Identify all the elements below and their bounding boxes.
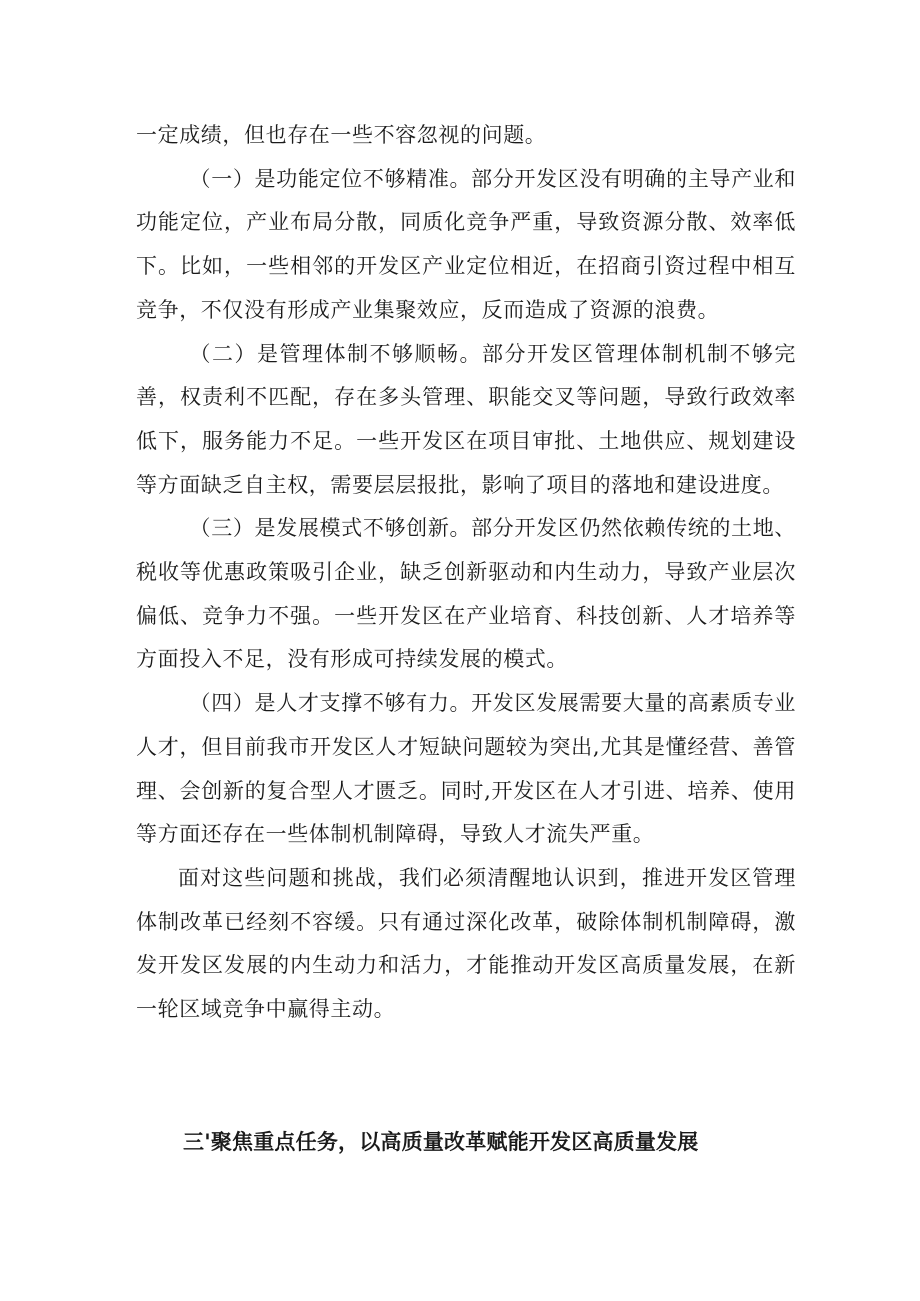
paragraph-management-system: （二）是管理体制不够顺畅。部分开发区管理体制机制不够完善，权责利不匹配，存在多头管理、职能交叉等问题，导致行政效率低下，服务能力不足。一些开发区在项目审批、土地供应、规划建设等方面缺乏自主权，需要层层报批，影响了项目的落地和建设进度。: [136, 341, 796, 497]
paragraph-continuation: 一定成绩，但也存在一些不容忽视的问题。: [136, 123, 547, 147]
paragraph-function-positioning: （一）是功能定位不够精准。部分开发区没有明确的主导产业和功能定位，产业布局分散，同质化竞争严重，导致资源分散、效率低下。比如，一些相邻的开发区产业定位相近，在招商引资过程中相互竞争，不仅没有形成产业集聚效应，反而造成了资源的浪费。: [136, 166, 796, 322]
body-text: [136, 114, 796, 1032]
paragraph-talent-support: （四）是人才支撑不够有力。开发区发展需要大量的高素质专业人才，但目前我市开发区人才短缺问题较为突出,尤其是懂经营、善管理、会创新的复合型人才匮乏。同时,开发区在人才引进、培养、使用等方面还存在一些体制机制障碍，导致人才流失严重。: [136, 691, 796, 847]
paragraph-conclusion: 面对这些问题和挑战，我们必须清醒地认识到，推进开发区管理体制改革已经刻不容缓。只有通过深化改革，破除体制机制障碍，激发开发区发展的内生动力和活力，才能推动开发区高质量发展，在新一轮区域竞争中赢得主动。: [136, 865, 796, 1022]
section-heading: 三'聚焦重点任务，以高质量改革赋能开发区高质量发展: [183, 1130, 699, 1154]
paragraph-development-mode: （三）是发展模式不够创新。部分开发区仍然依赖传统的土地、税收等优惠政策吸引企业，缺乏创新驱动和内生动力，导致产业层次偏低、竞争力不强。一些开发区在产业培育、科技创新、人才培养等方面投入不足，没有形成可持续发展的模式。: [136, 516, 796, 672]
